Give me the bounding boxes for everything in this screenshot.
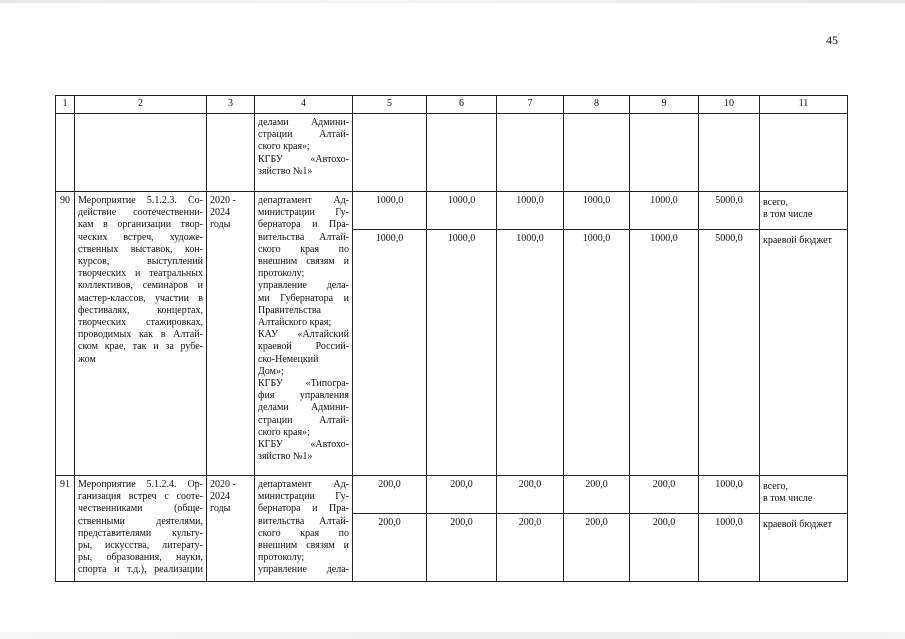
financing-source: краевой бюджет	[760, 514, 848, 582]
financing-value: 1000,0	[353, 230, 427, 476]
financing-value: 1000,0	[427, 230, 497, 476]
column-header: 11	[760, 96, 848, 114]
financing-source: всего, в том числе	[760, 192, 848, 230]
financing-value: 200,0	[564, 514, 630, 582]
event-description: Мероприятие 5.1.2.4. Ор- ганизация встреч с сооте- чественниками (обще- ственными деятелями, представителями культу- ры, искусства, литерату- ры, образования, науки, спорта и т.д.), реализации	[75, 476, 207, 582]
financing-value: 1000,0	[564, 192, 630, 230]
continuation-row	[56, 114, 848, 192]
program-activities-table	[55, 95, 848, 582]
financing-value: 200,0	[564, 476, 630, 514]
financing-value: 1000,0	[353, 192, 427, 230]
column-header: 8	[564, 96, 630, 114]
column-header: 9	[630, 96, 699, 114]
column-header: 7	[497, 96, 564, 114]
financing-value: 200,0	[353, 514, 427, 582]
financing-value: 1000,0	[497, 192, 564, 230]
executor-cell: департамент Ад- министрации Гу- бернатора и Пра- вительства Алтай- ского края по внешним связям и протоколу; управление дела- ми Губернатора и Правительства Алтайского края; КАУ «Алтайский краевой Россий- ско-Немецкий Дом»; КГБУ «Типогра- фия управления делами Админи- страции Алтай- ского края»; КГБУ «Автохо- зяйство №1»	[255, 192, 353, 476]
financing-value: 200,0	[427, 514, 497, 582]
financing-value: 200,0	[497, 514, 564, 582]
column-header: 5	[353, 96, 427, 114]
financing-value: 1000,0	[630, 230, 699, 476]
scan-edge-bottom	[0, 632, 905, 639]
financing-value: 200,0	[497, 476, 564, 514]
financing-total: 5000,0	[699, 230, 760, 476]
financing-value: 1000,0	[630, 192, 699, 230]
financing-value: 1000,0	[427, 192, 497, 230]
financing-value: 200,0	[630, 476, 699, 514]
column-number-row	[56, 96, 848, 114]
financing-total: 1000,0	[699, 476, 760, 514]
period-cell: 2020 - 2024 годы	[207, 192, 255, 476]
column-header: 4	[255, 96, 353, 114]
financing-value: 200,0	[630, 514, 699, 582]
row-number: 91	[56, 476, 75, 582]
financing-value: 200,0	[427, 476, 497, 514]
executor-cell: делами Админи- страции Алтай- ского края»; КГБУ «Автохо- зяйство №1»	[255, 114, 353, 192]
row-number: 90	[56, 192, 75, 476]
column-header: 6	[427, 96, 497, 114]
financing-source: всего, в том числе	[760, 476, 848, 514]
page-number: 45	[826, 33, 838, 47]
financing-value: 1000,0	[497, 230, 564, 476]
column-header: 3	[207, 96, 255, 114]
financing-value: 200,0	[353, 476, 427, 514]
financing-value: 1000,0	[564, 230, 630, 476]
table-row	[56, 192, 848, 230]
column-header: 10	[699, 96, 760, 114]
period-cell: 2020 - 2024 годы	[207, 476, 255, 582]
column-header: 1	[56, 96, 75, 114]
financing-source: краевой бюджет	[760, 230, 848, 476]
financing-total: 1000,0	[699, 514, 760, 582]
event-description: Мероприятие 5.1.2.3. Со- действие соотечественни- кам в организации твор- ческих встреч, художе- ственных выставок, кон- курсов, выступлений творческих и театральных коллективов, семинаров и мастер-классов, участии в фестивалях, концертах, творческих стажировках, проводимых как в Алтай- ском крае, так и за рубе- жом	[75, 192, 207, 476]
column-header: 2	[75, 96, 207, 114]
executor-cell: департамент Ад- министрации Гу- бернатора и Пра- вительства Алтай- ского края по внешним связям и протоколу; управление дела-	[255, 476, 353, 582]
financing-total: 5000,0	[699, 192, 760, 230]
scan-edge-top	[0, 0, 905, 3]
table-row	[56, 476, 848, 514]
